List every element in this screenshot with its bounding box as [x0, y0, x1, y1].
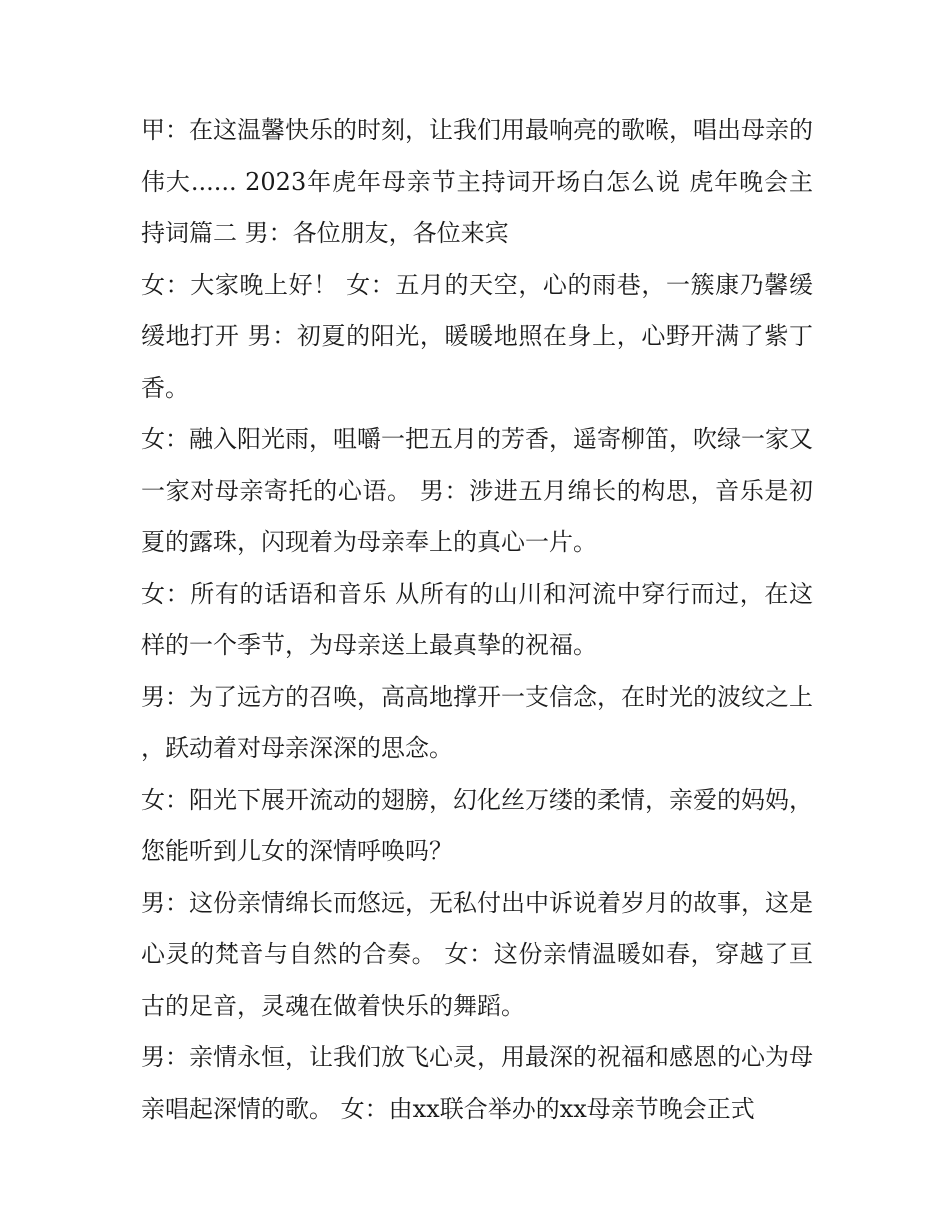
paragraph-3: 女：融入阳光雨，咀嚼一把五月的芳香，遥寄柳笛，吹绿一家又一家对母亲寄托的心语。 男：涉进五月绵长的构思，音乐是初夏的露珠，闪现着为母亲奉上的真心一片。	[141, 425, 813, 556]
paragraph-5: 男：为了远方的召唤，高高地撑开一支信念，在时光的波纹之上，跃动着对母亲深深的思念。	[141, 682, 813, 762]
paragraph-1: 甲：在这温馨快乐的时刻，让我们用最响亮的歌喉，唱出母亲的伟大...... 2023年虎年母亲节主持词开场白怎么说 虎年晚会主持词篇二 男：各位朋友，各位来宾	[141, 116, 813, 247]
paragraph-4: 女：所有的话语和音乐 从所有的山川和河流中穿行而过，在这样的一个季节，为母亲送上最真挚的祝福。	[141, 579, 813, 659]
document-body	[141, 105, 813, 1135]
paragraph-7: 男：这份亲情绵长而悠远，无私付出中诉说着岁月的故事，这是心灵的梵音与自然的合奏。 女：这份亲情温暖如春，穿越了亘古的足音，灵魂在做着快乐的舞蹈。	[141, 888, 813, 1020]
paragraph-2: 女：大家晚上好！ 女：五月的天空，心的雨巷，一簇康乃馨缓缓地打开 男：初夏的阳光，暖暖地照在身上，心野开满了紫丁香。	[141, 270, 813, 402]
paragraph-8: 男：亲情永恒，让我们放飞心灵，用最深的祝福和感恩的心为母亲唱起深情的歌。 女：由xx联合举办的xx母亲节晚会正式	[141, 1043, 813, 1123]
paragraph-6: 女：阳光下展开流动的翅膀，幻化丝万缕的柔情，亲爱的妈妈，您能听到儿女的深情呼唤吗？	[141, 785, 813, 865]
